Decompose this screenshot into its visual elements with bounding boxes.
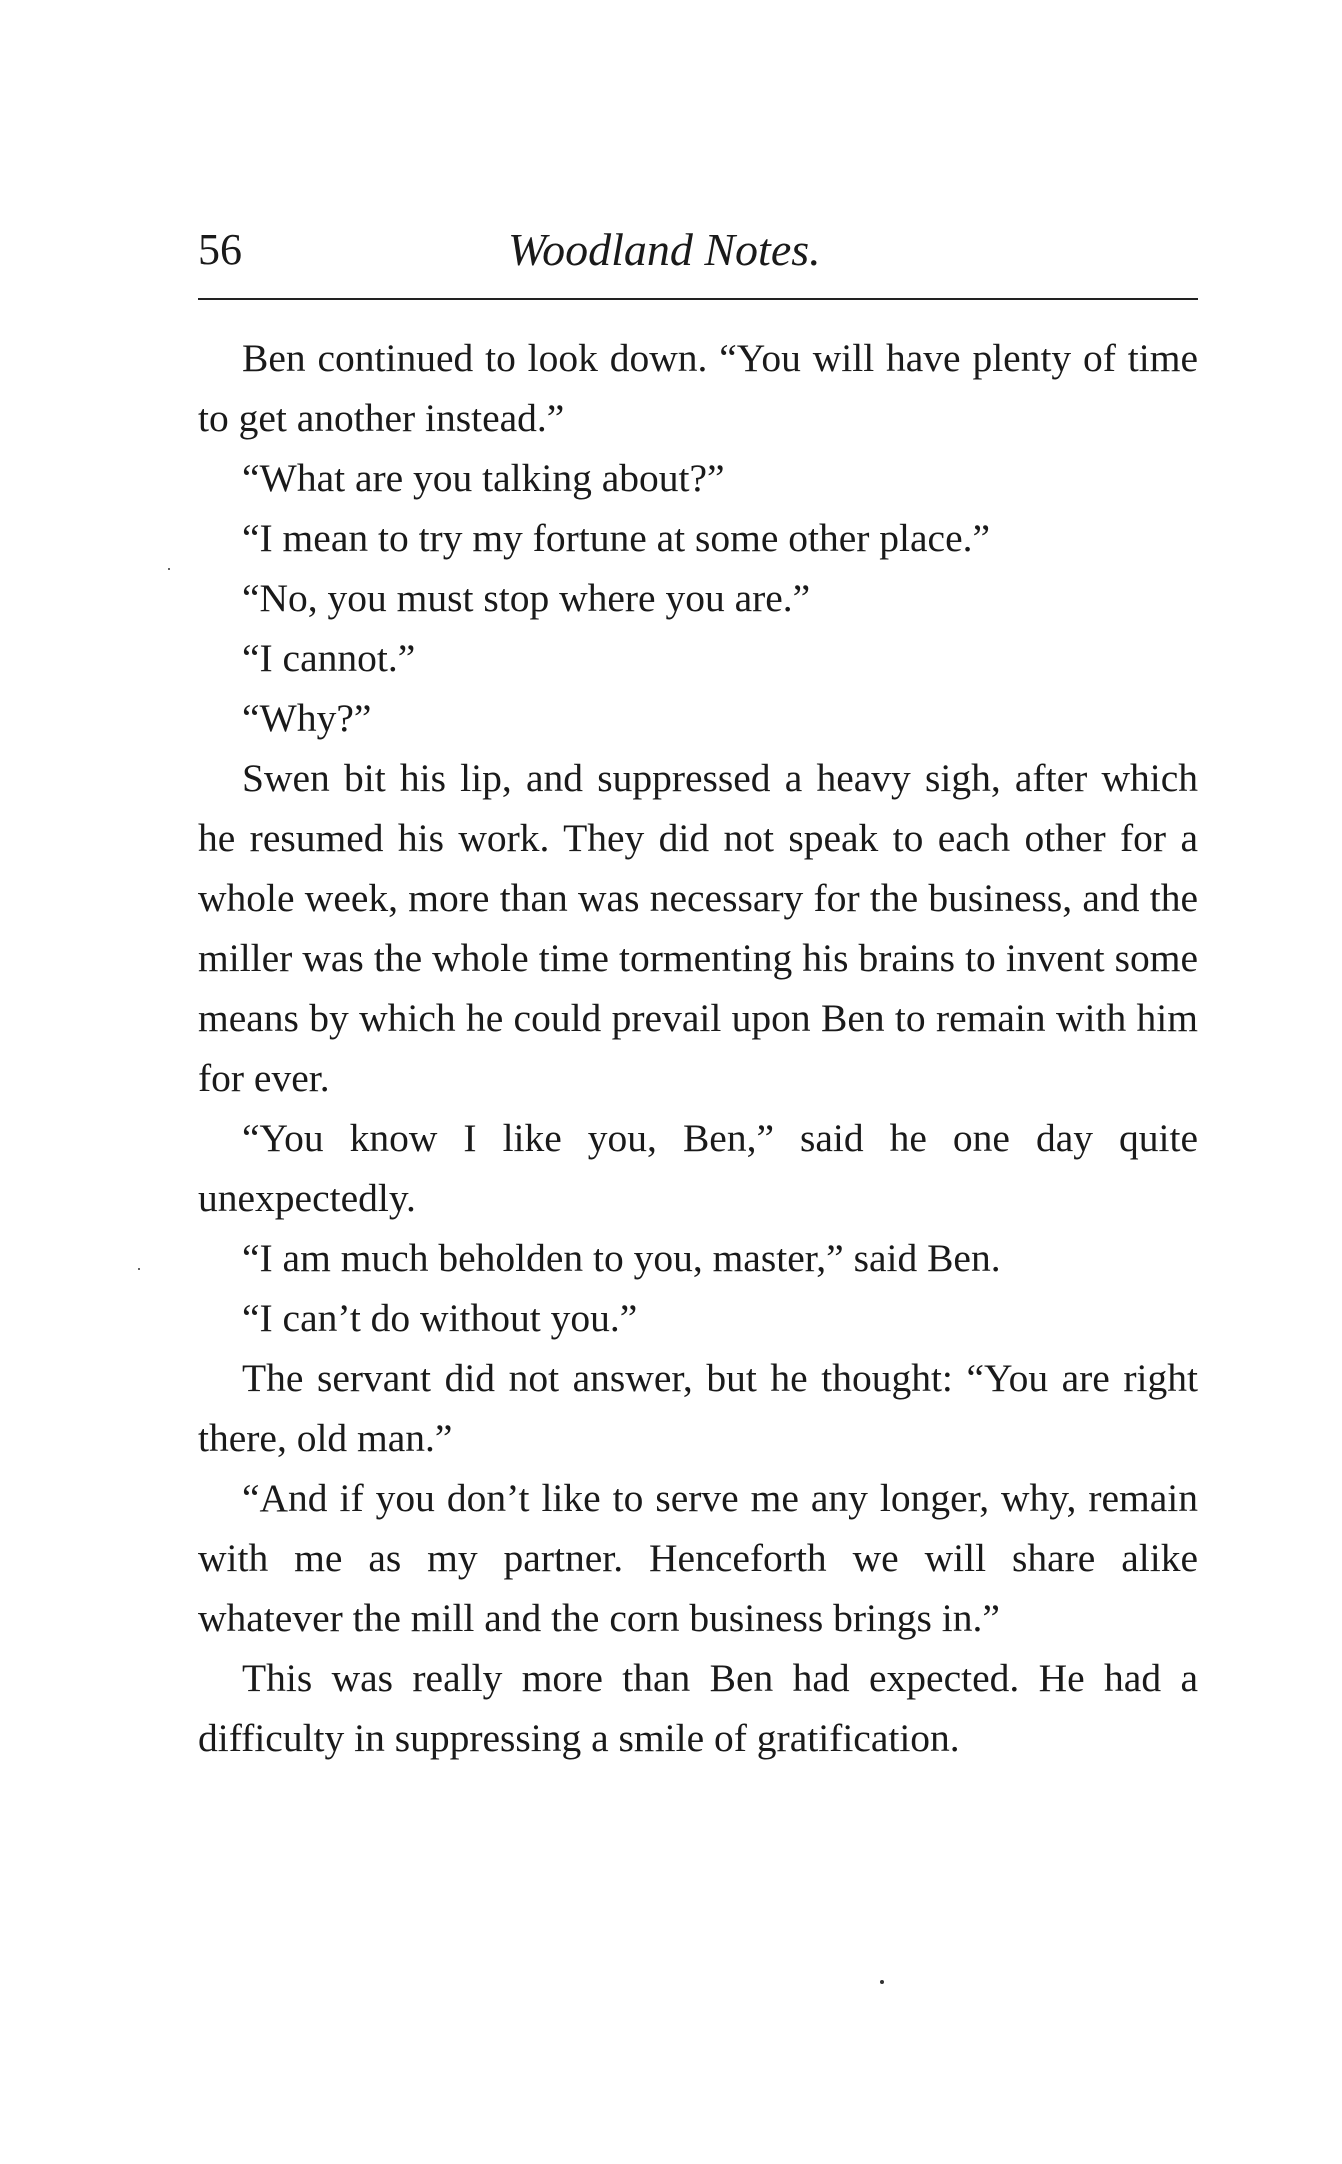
paragraph: “Why?” [242, 696, 372, 740]
paragraph: “You know I like you, Ben,” said he one day quite unexpectedly. [198, 1116, 1198, 1220]
page-header [198, 215, 1198, 285]
print-speck [880, 1980, 884, 1984]
page-number: 56 [198, 225, 242, 274]
paragraph: This was really more than Ben had expected. He had a difficulty in suppressing a smile of gratification. [198, 1656, 1198, 1760]
paragraph: Ben continued to look down. “You will have plenty of time to get another instead.” [198, 336, 1198, 440]
paragraph: “And if you don’t like to serve me any longer, why, remain with me as my partner. Henceforth we will share alike whatever the mill and the corn business brings in.” [198, 1476, 1198, 1640]
paragraph: The servant did not answer, but he thought: “You are right there, old man.” [198, 1356, 1198, 1460]
print-speck [138, 1268, 140, 1270]
body-text [198, 328, 1198, 1768]
paragraph: “I mean to try my fortune at some other place.” [242, 516, 991, 560]
paragraph: Swen bit his lip, and suppressed a heavy sigh, after which he resumed his work. They did not speak to each other for a whole week, more than was necessary for the business, and the miller was the whole time tormenting his brains to invent some means by which he could prevail upon Ben to remain with him for ever. [198, 756, 1198, 1100]
print-speck [168, 568, 170, 570]
paragraph: “I am much beholden to you, master,” said Ben. [242, 1236, 1001, 1280]
paragraph: “What are you talking about?” [242, 456, 725, 500]
paragraph: “I cannot.” [242, 636, 416, 680]
header-rule [198, 298, 1198, 300]
running-title: Woodland Notes. [508, 224, 821, 275]
paragraph: “I can’t do without you.” [242, 1296, 638, 1340]
paragraph: “No, you must stop where you are.” [242, 576, 811, 620]
